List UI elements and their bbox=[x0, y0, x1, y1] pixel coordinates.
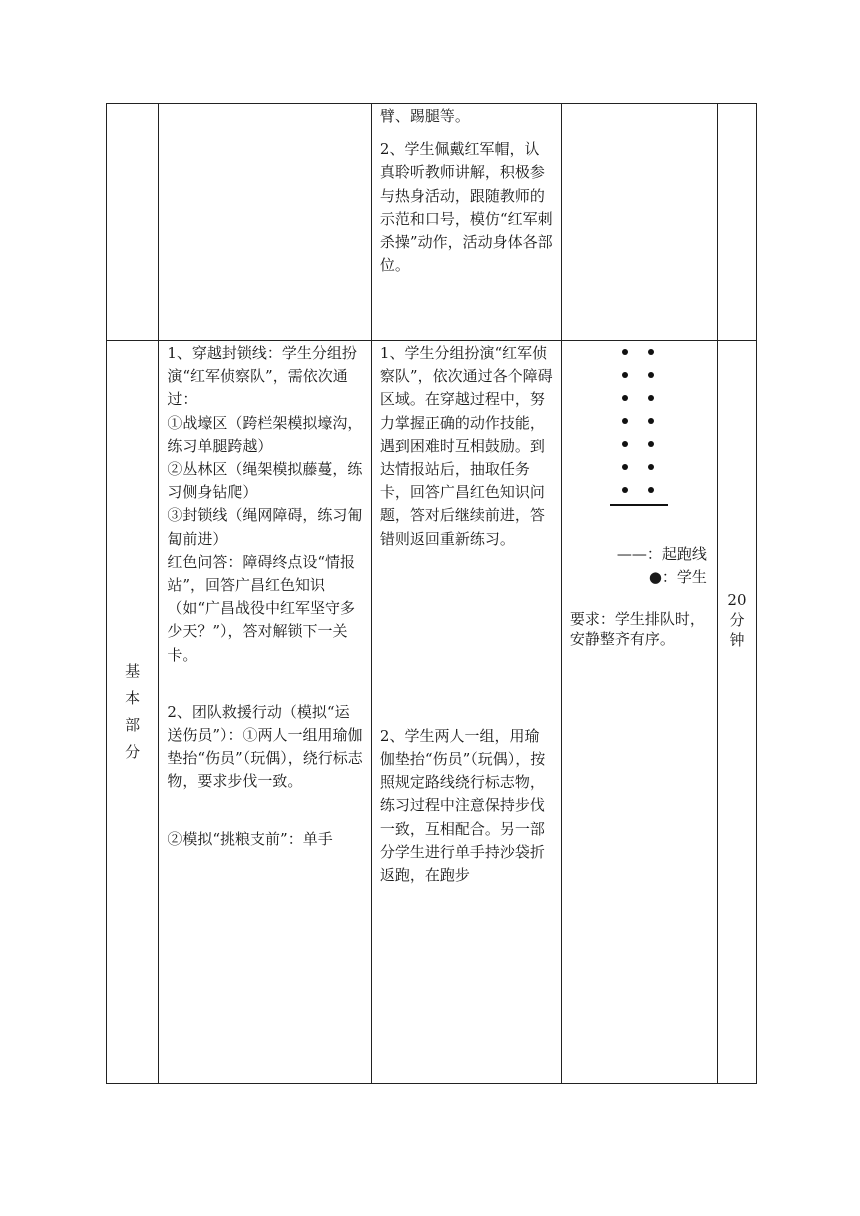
content-text: 1、穿越封锁线：学生分组扮演“红军侦察队”，需依次通过： bbox=[167, 344, 357, 409]
time-unit-char: 钟 bbox=[729, 631, 745, 649]
content-cell-empty bbox=[159, 104, 372, 341]
student-dot bbox=[648, 395, 654, 401]
section-char: 部 bbox=[125, 716, 141, 734]
teaching-content-cell bbox=[159, 341, 372, 1084]
section-char: 分 bbox=[125, 743, 141, 761]
requirement-text: 要求：学生排队时，安静整齐有序。 bbox=[569, 610, 705, 648]
activity-text-line: 2、学生佩戴红军帽，认真聆听教师讲解，积极参与热身活动，跟随教师的示范和口号，模仿“红军刺杀操”动作，活动身体各部位。 bbox=[379, 140, 553, 275]
student-activity-cell bbox=[371, 341, 561, 1084]
legend-student: ●：学生 bbox=[648, 568, 707, 586]
time-cell-empty bbox=[717, 104, 756, 341]
content-text: ②模拟“挑粮支前”：单手 bbox=[167, 829, 333, 848]
student-dot bbox=[648, 372, 654, 378]
section-label-cell bbox=[107, 341, 159, 1084]
activity-text: 2、学生两人一组，用瑜伽垫抬“伤员”（玩偶），按照规定路线绕行标志物，练习过程中注意保持步伐一致，互相配合。另一部分学生进行单手持沙袋折返跑，在跑步 bbox=[379, 726, 546, 885]
formation-diagram bbox=[562, 341, 717, 586]
legend-start-line: ——：起跑线 bbox=[616, 545, 707, 563]
time-unit-char: 分 bbox=[729, 611, 745, 629]
lesson-plan-table bbox=[106, 103, 757, 1084]
student-dot bbox=[622, 441, 628, 447]
section-char: 本 bbox=[125, 689, 141, 707]
student-dot bbox=[648, 418, 654, 424]
student-dot bbox=[648, 464, 654, 470]
content-text: ②丛林区（绳架模拟藤蔓，练习侧身钻爬） bbox=[167, 460, 363, 502]
activity-text: 1、学生分组扮演“红军侦察队”，依次通过各个障碍区域。在穿越过程中，努力掌握正确的动作技能，遇到困难时互相鼓励。到达情报站后，抽取任务卡，回答广昌红色知识问题，答对后继续前进，答错则返回重新练习。 bbox=[379, 344, 553, 548]
activity-text-line: 臂、踢腿等。 bbox=[379, 107, 470, 125]
content-text: ①战壕区（跨栏架模拟壕沟，练习单腿跨越） bbox=[167, 413, 363, 455]
content-text: 2、团队救援行动（模拟“运送伤员”）：①两人一组用瑜伽垫抬“伤员”（玩偶），绕行标志物，要求步伐一致。 bbox=[167, 702, 363, 791]
student-dot bbox=[648, 487, 654, 493]
organization-cell-empty bbox=[561, 104, 717, 341]
content-text: ③封锁线（绳网障碍，练习匍匐前进） bbox=[167, 506, 363, 548]
start-line bbox=[610, 504, 668, 506]
student-activity-cell bbox=[371, 104, 561, 341]
student-dot bbox=[622, 487, 628, 493]
student-dot bbox=[648, 441, 654, 447]
content-text: 红色问答：障碍终点设“情报站”，回答广昌红色知识（如“广昌战役中红军坚守多少天？”），答对解锁下一关卡。 bbox=[167, 552, 356, 664]
student-dot bbox=[622, 418, 628, 424]
organization-cell bbox=[561, 341, 717, 1084]
student-dot bbox=[622, 372, 628, 378]
student-dot bbox=[648, 349, 654, 355]
table-row-warmup bbox=[107, 104, 757, 341]
time-value: 20 bbox=[727, 591, 747, 609]
table-row-basic-part bbox=[107, 341, 757, 1084]
student-dot bbox=[622, 349, 628, 355]
student-dot bbox=[622, 395, 628, 401]
section-cell-empty bbox=[107, 104, 159, 341]
time-cell bbox=[717, 341, 756, 1084]
student-dot bbox=[622, 464, 628, 470]
section-char: 基 bbox=[125, 662, 141, 680]
